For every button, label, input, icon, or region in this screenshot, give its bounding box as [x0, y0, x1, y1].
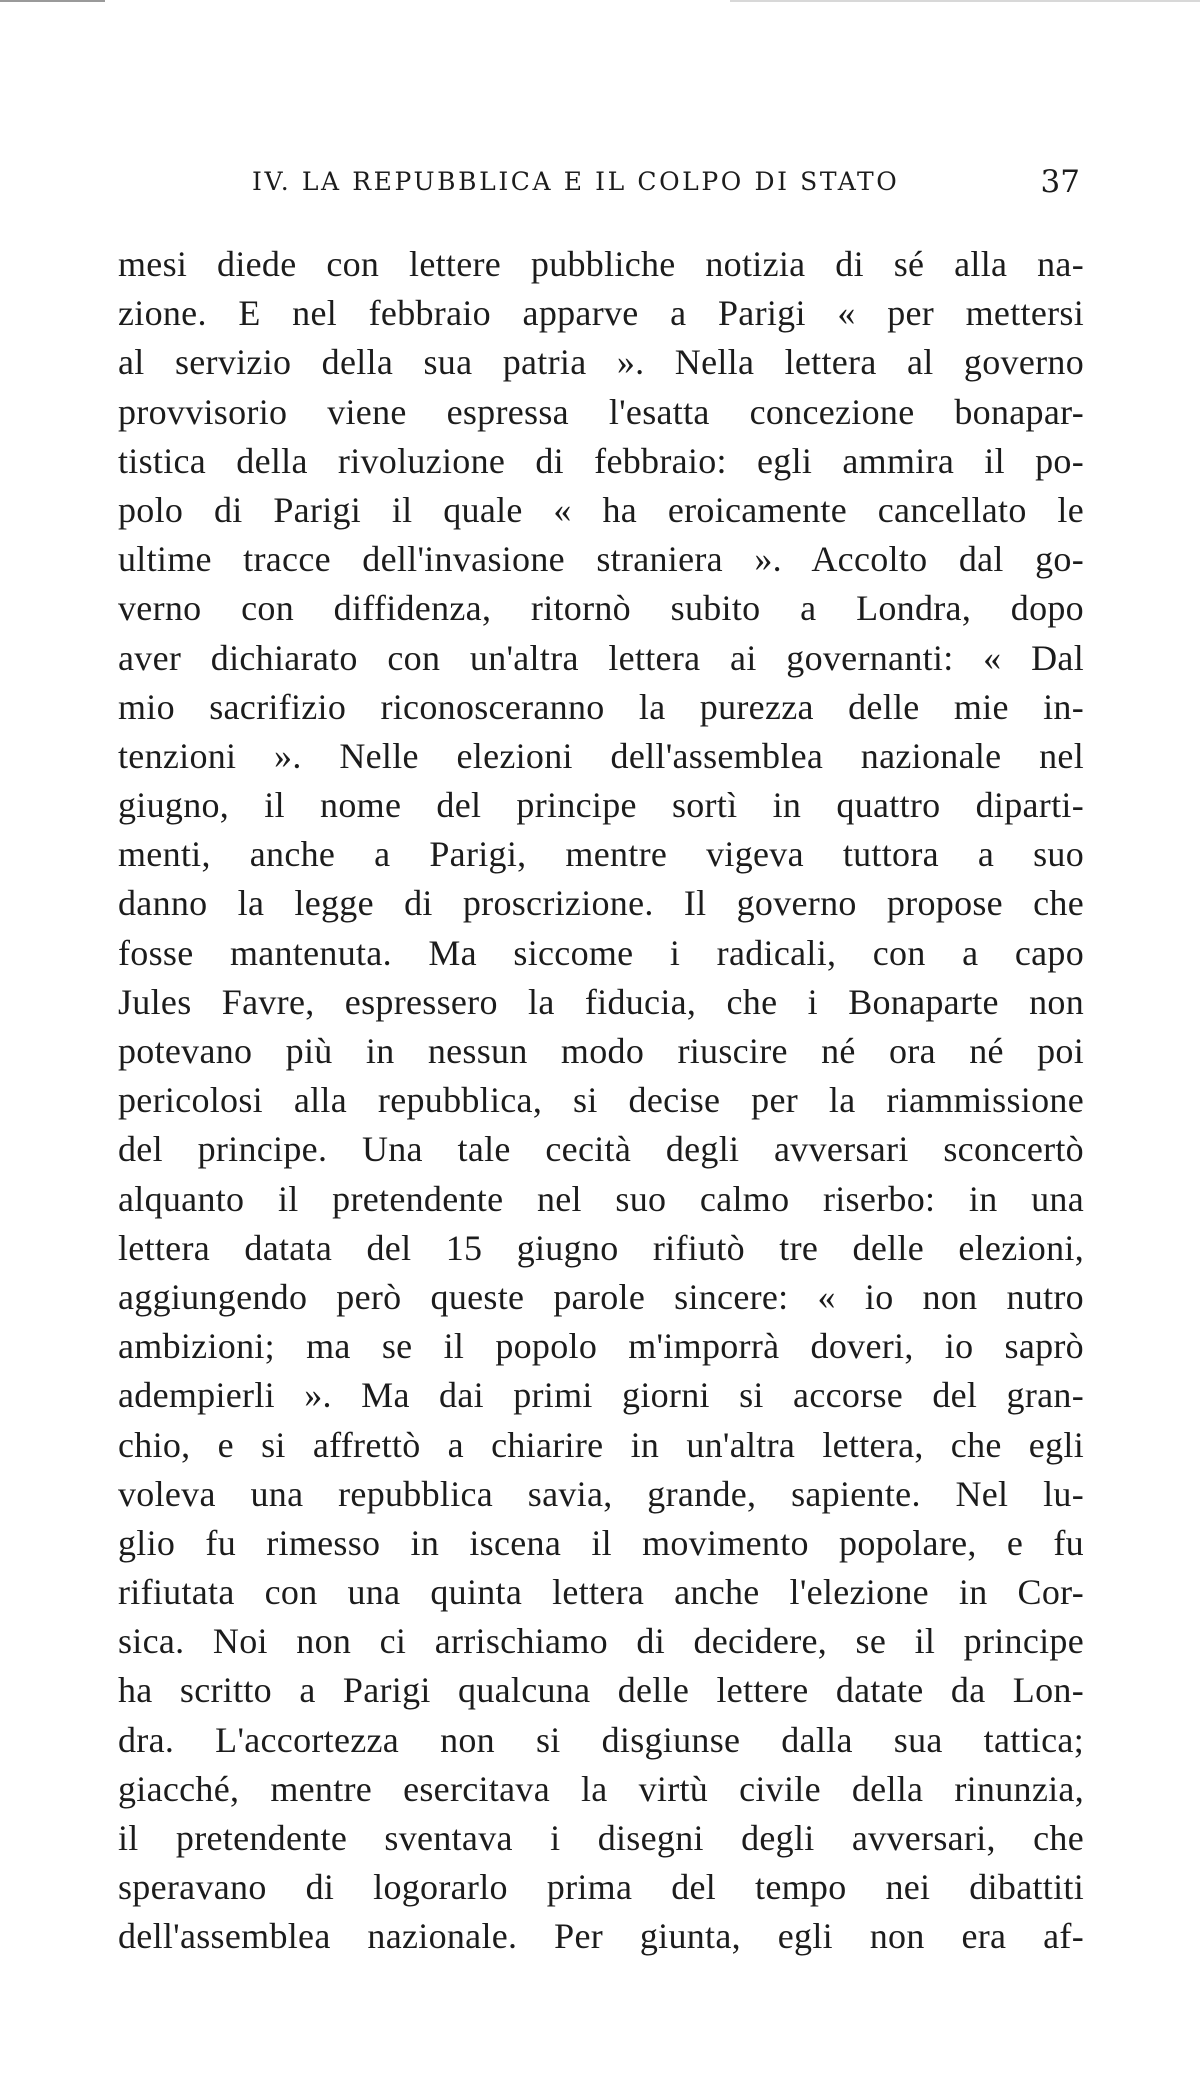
running-head: IV. LA REPUBBLICA E IL COLPO DI STATO: [252, 167, 900, 196]
page-header: [120, 160, 1080, 204]
text-line: tistica della rivoluzione di febbraio: egli ammira il po-: [118, 440, 1084, 481]
text-line: Jules Favre, espressero la fiducia, che i Bonaparte non: [118, 981, 1084, 1022]
scan-edge-mark: [0, 0, 105, 2]
text-line: giacché, mentre esercitava la virtù civile della rinunzia,: [118, 1768, 1084, 1809]
text-line: zione. E nel febbraio apparve a Parigi « per mettersi: [118, 293, 1084, 334]
text-line: voleva una repubblica savia, grande, sapiente. Nel lu-: [118, 1473, 1084, 1514]
body-text: [118, 240, 1084, 1962]
text-line: sica. Noi non ci arrischiamo di decidere, se il principe: [118, 1621, 1084, 1662]
text-line: il pretendente sventava i disegni degli avversari, che: [118, 1818, 1084, 1858]
text-line: del principe. Una tale cecità degli avversari sconcertò: [118, 1129, 1084, 1170]
text-line: pericolosi alla repubblica, si decise per la riammissione: [118, 1080, 1084, 1121]
text-line: speravano di logorarlo prima del tempo nei dibattiti: [118, 1867, 1084, 1908]
text-line: danno la legge di proscrizione. Il governo propose che: [118, 883, 1084, 924]
text-line: adempierli ». Ma dai primi giorni si accorse del gran-: [118, 1375, 1084, 1416]
text-line: menti, anche a Parigi, mentre vigeva tuttora a suo: [118, 834, 1084, 875]
text-line: chio, e si affrettò a chiarire in un'altra lettera, che egli: [118, 1424, 1084, 1465]
text-line: ultime tracce dell'invasione straniera ». Accolto dal go-: [118, 539, 1084, 580]
text-line: rifiutata con una quinta lettera anche l'elezione in Cor-: [118, 1572, 1084, 1613]
text-line: mesi diede con lettere pubbliche notizia di sé alla na-: [118, 244, 1084, 284]
text-line: tenzioni ». Nelle elezioni dell'assemblea nazionale nel: [118, 735, 1084, 776]
text-line: provvisorio viene espressa l'esatta concezione bonapar-: [118, 391, 1084, 432]
text-line: ha scritto a Parigi qualcuna delle lettere datate da Lon-: [118, 1670, 1084, 1711]
text-line: giugno, il nome del principe sortì in quattro diparti-: [118, 785, 1084, 826]
text-line: dra. L'accortezza non si disgiunse dalla sua tattica;: [118, 1719, 1084, 1760]
text-line: polo di Parigi il quale « ha eroicamente cancellato le: [118, 489, 1084, 530]
text-line: dell'assemblea nazionale. Per giunta, egli non era af-: [118, 1916, 1084, 1957]
text-line: verno con diffidenza, ritornò subito a Londra, dopo: [118, 588, 1084, 629]
text-line: glio fu rimesso in iscena il movimento popolare, e fu: [118, 1522, 1084, 1563]
text-line: al servizio della sua patria ». Nella lettera al governo: [118, 342, 1084, 383]
text-line: ambizioni; ma se il popolo m'imporrà doveri, io saprò: [118, 1326, 1084, 1367]
page-number: 37: [1040, 164, 1080, 200]
text-line: lettera datata del 15 giugno rifiutò tre delle elezioni,: [118, 1227, 1084, 1268]
text-line: potevano più in nessun modo riuscire né ora né poi: [118, 1031, 1084, 1071]
text-line: aggiungendo però queste parole sincere: « io non nutro: [118, 1276, 1084, 1317]
text-line: mio sacrifizio riconosceranno la purezza delle mie in-: [118, 686, 1084, 727]
text-line: alquanto il pretendente nel suo calmo riserbo: in una: [118, 1178, 1084, 1219]
text-line: fosse mantenuta. Ma siccome i radicali, con a capo: [118, 932, 1084, 973]
scan-edge-mark: [730, 0, 1200, 2]
text-line: aver dichiarato con un'altra lettera ai governanti: « Dal: [118, 637, 1084, 678]
